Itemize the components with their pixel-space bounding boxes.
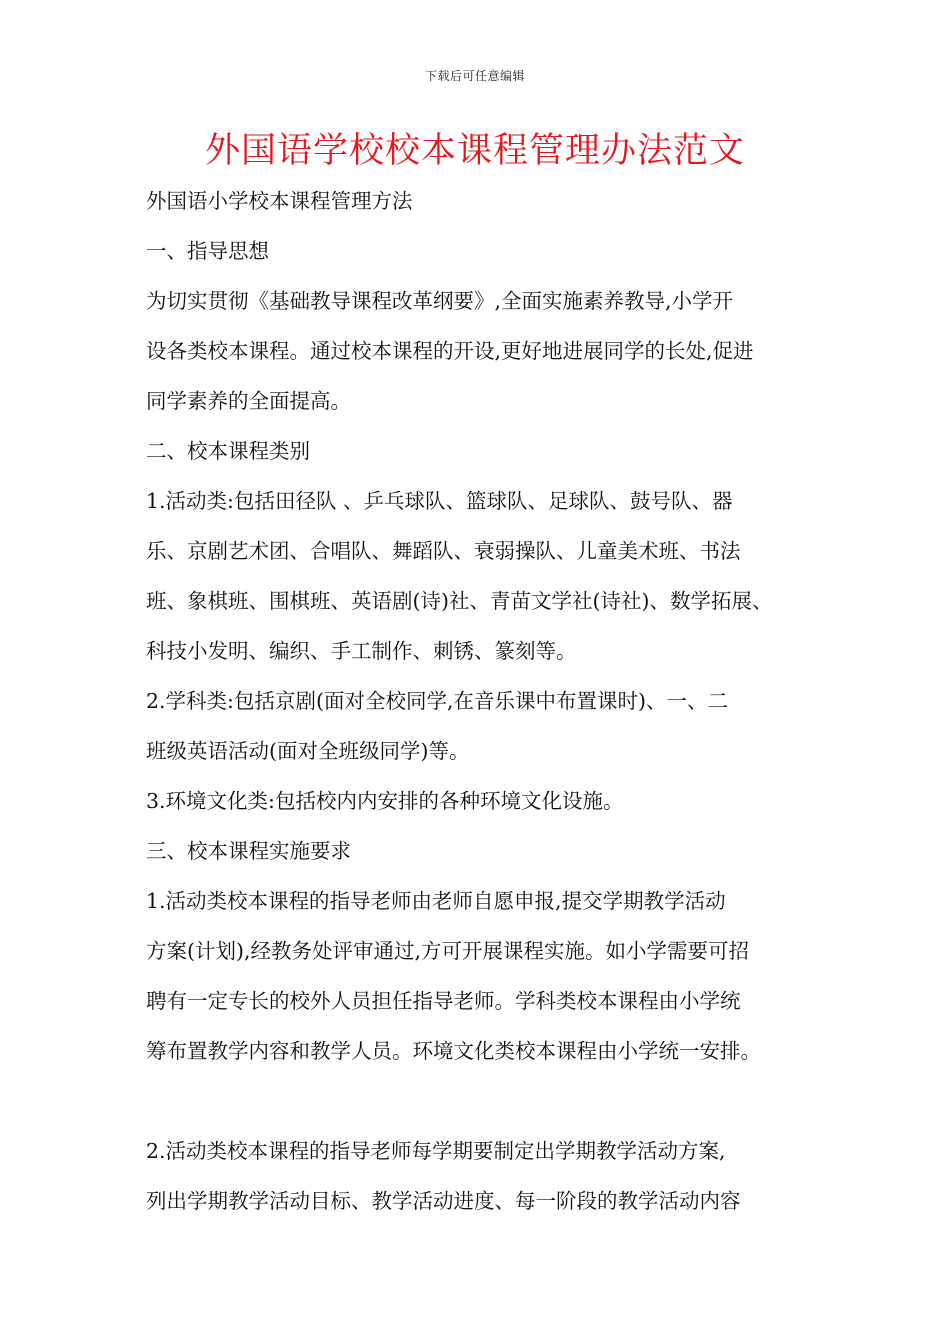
document-title: 外国语学校校本课程管理办法范文: [204, 131, 745, 171]
paragraph-line: 列出学期教学活动目标、教学活动进度、每一阶段的教学活动内容: [146, 1189, 741, 1213]
paragraph-line: 班级英语活动(面对全班级同学)等。: [146, 739, 470, 763]
subtitle-line: 外国语小学校本课程管理方法: [146, 189, 413, 213]
section-heading-3: 三、校本课程实施要求: [146, 839, 351, 863]
paragraph-line: 筹布置教学内容和教学人员。环境文化类校本课程由小学统一安排。: [146, 1039, 761, 1063]
paragraph-line: 同学素养的全面提高。: [146, 389, 351, 413]
paragraph-line: 2.学科类:包括京剧(面对全校同学,在音乐课中布置课时)、一、二: [146, 689, 728, 713]
section-heading-1: 一、指导思想: [146, 239, 269, 263]
section-heading-2: 二、校本课程类别: [146, 439, 310, 463]
paragraph-line: 为切实贯彻《基础教导课程改革纲要》,全面实施素养教导,小学开: [146, 289, 734, 313]
paragraph-line: 方案(计划),经教务处评审通过,方可开展课程实施。如小学需要可招: [146, 939, 750, 963]
paragraph-line: 3.环境文化类:包括校内内安排的各种环境文化设施。: [146, 789, 624, 813]
header-note: 下载后可任意编辑: [424, 69, 525, 83]
paragraph-line: 2.活动类校本课程的指导老师每学期要制定出学期教学活动方案,: [146, 1139, 726, 1163]
paragraph-line: 班、象棋班、围棋班、英语剧(诗)社、青苗文学社(诗社)、数学拓展、: [146, 589, 773, 613]
paragraph-line: 1.活动类:包括田径队 、乒乓球队、篮球队、足球队、鼓号队、器: [146, 489, 733, 513]
paragraph-line: 科技小发明、编织、手工制作、刺锈、篆刻等。: [146, 639, 577, 663]
paragraph-line: 1.活动类校本课程的指导老师由老师自愿申报,提交学期教学活动: [146, 889, 726, 913]
paragraph-line: 乐、京剧艺术团、合唱队、舞蹈队、衰弱操队、儿童美术班、书法: [146, 539, 741, 563]
paragraph-line: 设各类校本课程。通过校本课程的开设,更好地进展同学的长处,促进: [146, 339, 754, 363]
paragraph-line: 聘有一定专长的校外人员担任指导老师。学科类校本课程由小学统: [146, 989, 741, 1013]
